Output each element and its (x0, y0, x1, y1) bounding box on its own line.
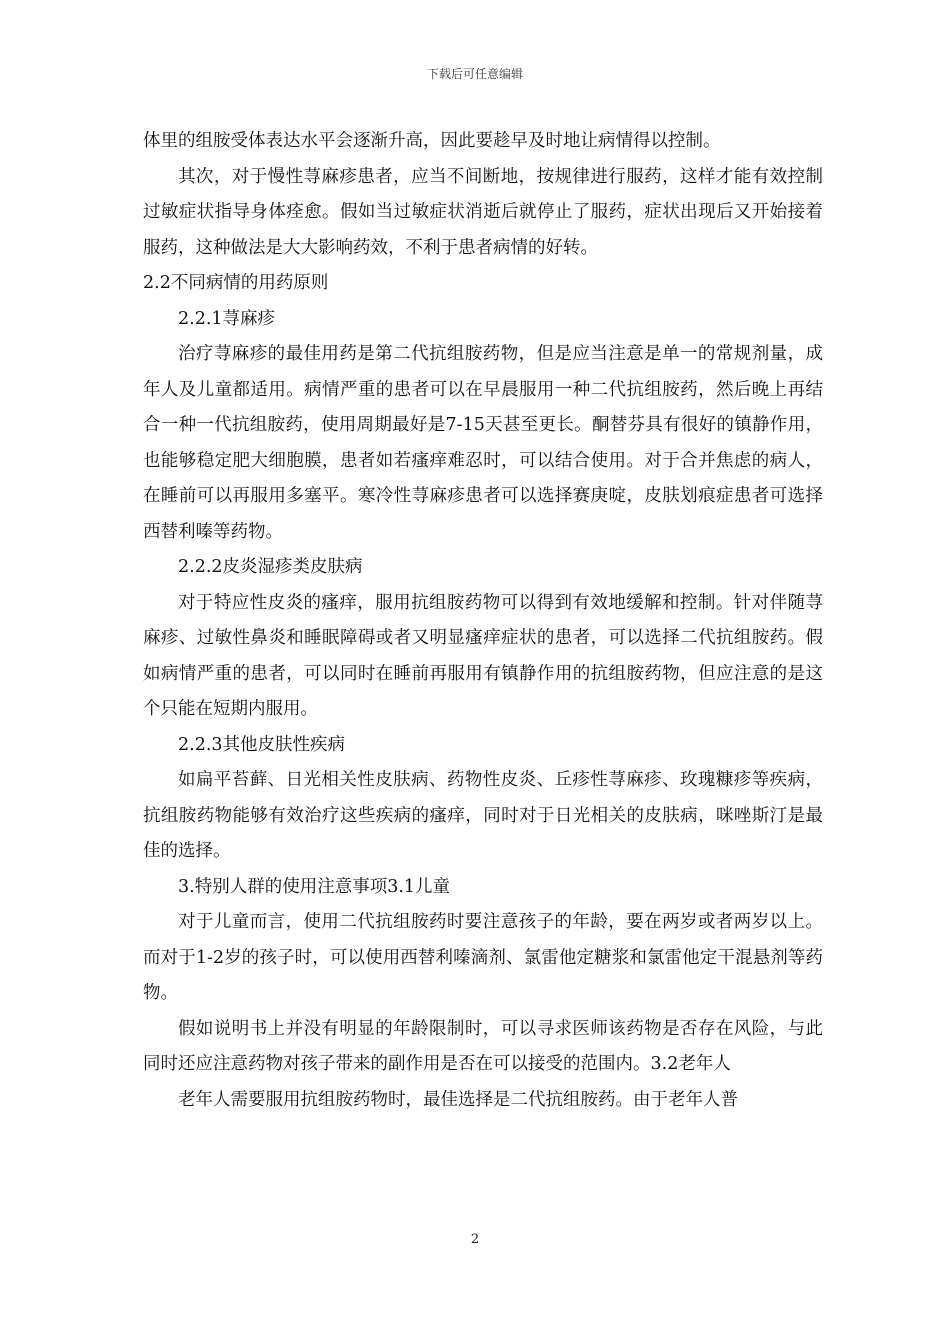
document-body (143, 124, 823, 1118)
subsection-heading: 2.2.1荨麻疹 (178, 308, 276, 329)
page-number: 2 (470, 1232, 480, 1247)
page-header: 下载后可任意编辑 (426, 67, 523, 81)
paragraph: 对于儿童而言，使用二代抗组胺药时要注意孩子的年龄，要在两岁或者两岁以上。而对于1-2岁的孩子时，可以使用西替利嗪滴剂、氯雷他定糖浆和氯雷他定干混悬剂等药物。 (143, 912, 823, 1003)
paragraph: 治疗荨麻疹的最佳用药是第二代抗组胺药物，但是应当注意是单一的常规剂量，成年人及儿童都适用。病情严重的患者可以在早晨服用一种二代抗组胺药，然后晚上再结合一种一代抗组胺药，使用周期最好是7-15天甚至更长。酮替芬具有很好的镇静作用，也能够稳定肥大细胞膜，患者如若瘙痒难忍时，可以结合使用。对于合并焦虑的病人，在睡前可以再服用多塞平。寒冷性荨麻疹患者可以选择赛庚啶，皮肤划痕症患者可选择西替利嗪等药物。 (143, 344, 823, 542)
paragraph: 如扁平苔藓、日光相关性皮肤病、药物性皮炎、丘疹性荨麻疹、玫瑰糠疹等疾病，抗组胺药物能够有效治疗这些疾病的瘙痒，同时对于日光相关的皮肤病，咪唑斯汀是最佳的选择。 (143, 770, 823, 861)
paragraph: 体里的组胺受体表达水平会逐渐升高，因此要趁早及时地让病情得以控制。 (143, 131, 721, 151)
paragraph: 其次，对于慢性荨麻疹患者，应当不间断地，按规律进行服药，这样才能有效控制过敏症状指导身体痊愈。假如当过敏症状消逝后就停止了服药，症状出现后又开始接着服药，这种做法是大大影响药效，不利于患者病情的好转。 (143, 166, 823, 258)
subsection-heading: 2.2.3其他皮肤性疾病 (178, 734, 346, 755)
paragraph: 老年人需要服用抗组胺药物时，最佳选择是二代抗组胺药。由于老年人普 (178, 1089, 738, 1110)
subsection-heading: 2.2.2皮炎湿疹类皮肤病 (178, 557, 363, 577)
paragraph: 假如说明书上并没有明显的年龄限制时，可以寻求医师该药物是否存在风险，与此同时还应注意药物对孩子带来的副作用是否在可以接受的范围内。3.2老年人 (143, 1018, 823, 1074)
section-heading: 2.2不同病情的用药原则 (143, 273, 329, 293)
section-heading: 3.特别人群的使用注意事项3.1儿童 (178, 876, 451, 897)
paragraph: 对于特应性皮炎的瘙痒，服用抗组胺药物可以得到有效地缓解和控制。针对伴随荨麻疹、过敏性鼻炎和睡眠障碍或者又明显瘙痒症状的患者，可以选择二代抗组胺药。假如病情严重的患者，可以同时在睡前再服用有镇静作用的抗组胺药物，但应注意的是这个只能在短期内服用。 (143, 592, 823, 719)
